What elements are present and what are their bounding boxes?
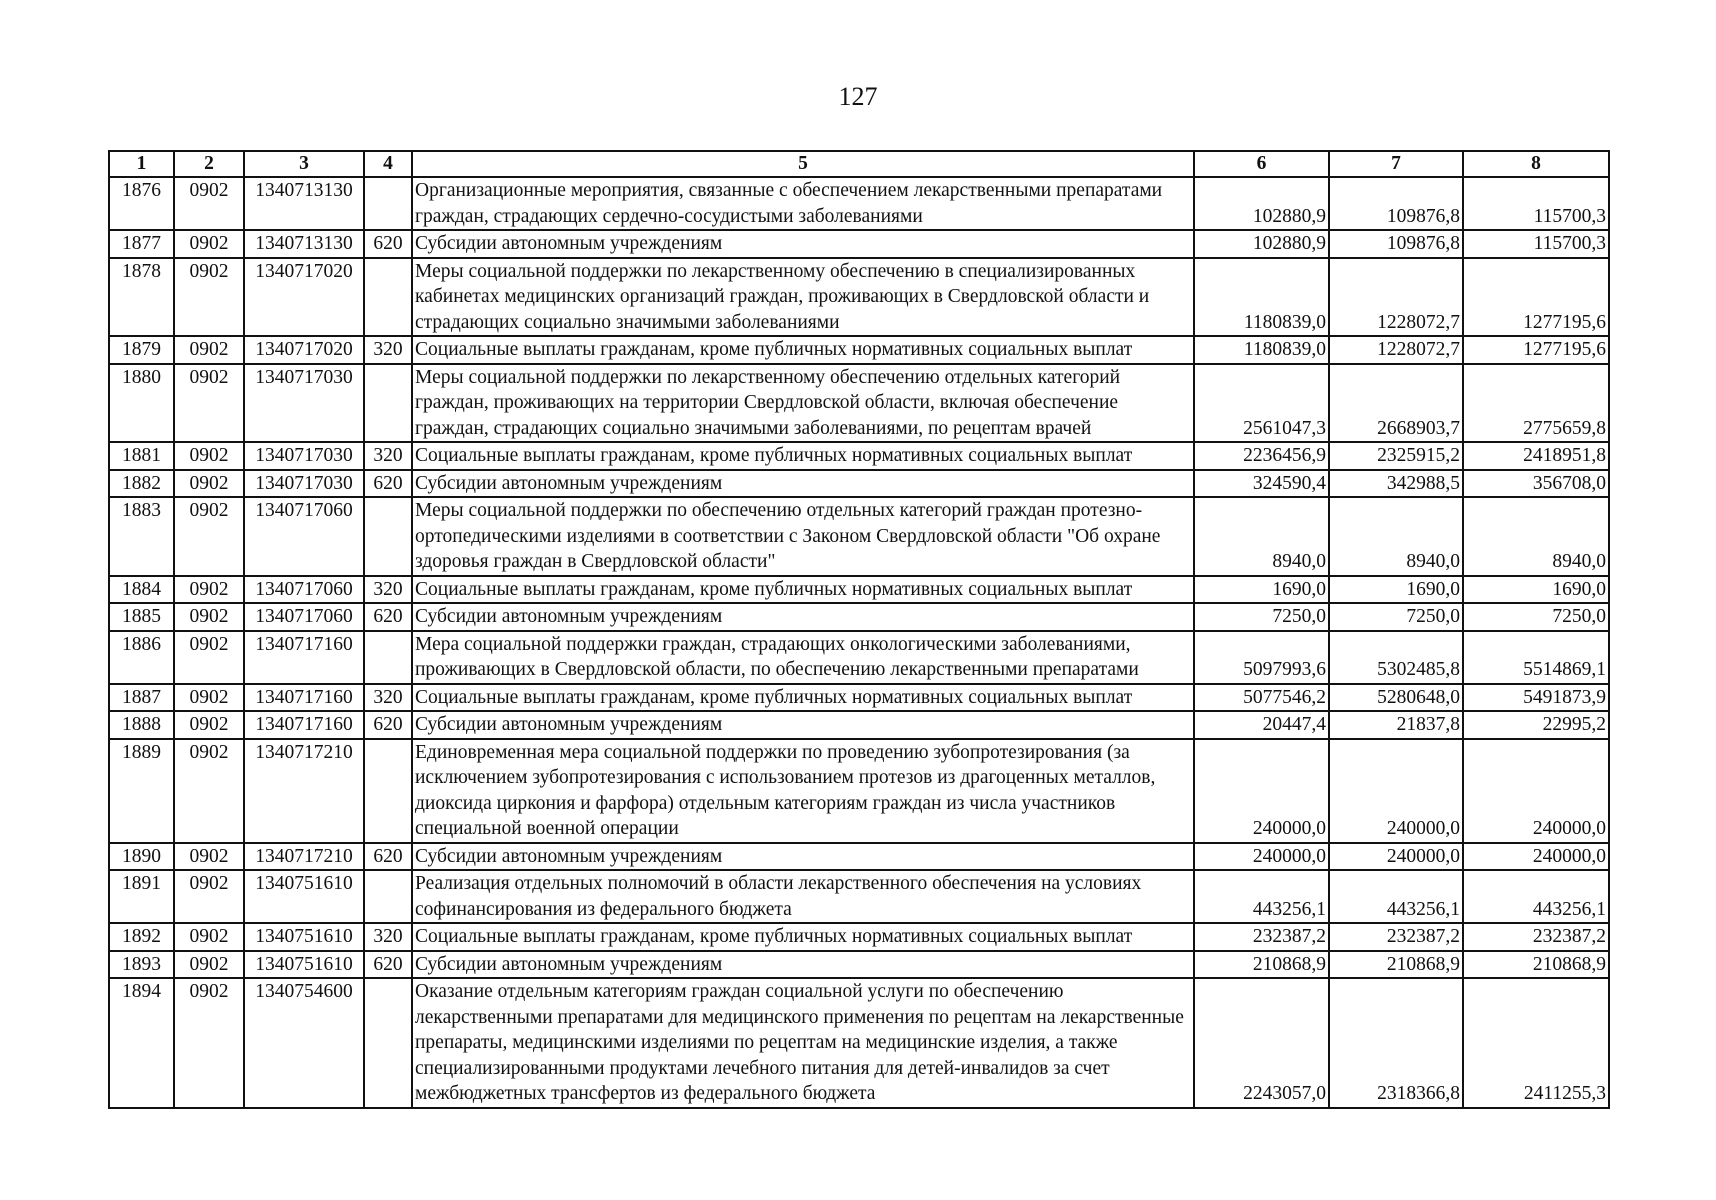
row-number: 1881	[109, 442, 174, 470]
table-row	[109, 336, 1609, 364]
amount-col-8: 443256,1	[1463, 870, 1609, 923]
expense-name: Социальные выплаты гражданам, кроме публичных нормативных социальных выплат	[412, 576, 1194, 604]
section-code: 0902	[174, 258, 244, 337]
target-article-code: 1340717030	[244, 442, 364, 470]
section-code: 0902	[174, 923, 244, 951]
amount-col-7: 1228072,7	[1329, 336, 1463, 364]
amount-col-8: 5491873,9	[1463, 684, 1609, 712]
amount-col-8: 356708,0	[1463, 470, 1609, 498]
row-number: 1893	[109, 951, 174, 979]
expense-type-code: 620	[364, 603, 412, 631]
amount-col-6: 5097993,6	[1194, 631, 1329, 684]
amount-col-8: 2775659,8	[1463, 364, 1609, 443]
expense-name: Организационные мероприятия, связанные с обеспечением лекарственными препаратами граждан, страдающих сердечно-сосудистыми заболеваниями	[412, 177, 1194, 230]
amount-col-8: 210868,9	[1463, 951, 1609, 979]
section-code: 0902	[174, 631, 244, 684]
section-code: 0902	[174, 978, 244, 1108]
amount-col-6: 2561047,3	[1194, 364, 1329, 443]
expense-name: Социальные выплаты гражданам, кроме публичных нормативных социальных выплат	[412, 336, 1194, 364]
expense-type-code	[364, 870, 412, 923]
target-article-code: 1340713130	[244, 230, 364, 258]
expense-type-code	[364, 364, 412, 443]
amount-col-7: 2325915,2	[1329, 442, 1463, 470]
row-number: 1890	[109, 843, 174, 871]
header-col-1: 1	[109, 151, 174, 177]
amount-col-7: 232387,2	[1329, 923, 1463, 951]
amount-col-6: 20447,4	[1194, 711, 1329, 739]
row-number: 1879	[109, 336, 174, 364]
amount-col-7: 5280648,0	[1329, 684, 1463, 712]
amount-col-6: 8940,0	[1194, 497, 1329, 576]
amount-col-7: 240000,0	[1329, 843, 1463, 871]
row-number: 1880	[109, 364, 174, 443]
expense-name: Социальные выплаты гражданам, кроме публичных нормативных социальных выплат	[412, 684, 1194, 712]
expense-name: Субсидии автономным учреждениям	[412, 603, 1194, 631]
amount-col-6: 240000,0	[1194, 843, 1329, 871]
amount-col-6: 1690,0	[1194, 576, 1329, 604]
amount-col-6: 232387,2	[1194, 923, 1329, 951]
section-code: 0902	[174, 442, 244, 470]
expense-type-code	[364, 258, 412, 337]
expense-type-code: 320	[364, 336, 412, 364]
amount-col-8: 232387,2	[1463, 923, 1609, 951]
section-code: 0902	[174, 177, 244, 230]
target-article-code: 1340717160	[244, 684, 364, 712]
table-row	[109, 843, 1609, 871]
amount-col-6: 324590,4	[1194, 470, 1329, 498]
section-code: 0902	[174, 336, 244, 364]
expense-name: Субсидии автономным учреждениям	[412, 470, 1194, 498]
target-article-code: 1340751610	[244, 923, 364, 951]
amount-col-8: 1690,0	[1463, 576, 1609, 604]
section-code: 0902	[174, 230, 244, 258]
target-article-code: 1340717160	[244, 711, 364, 739]
section-code: 0902	[174, 603, 244, 631]
amount-col-6: 1180839,0	[1194, 258, 1329, 337]
expense-name: Мера социальной поддержки граждан, страдающих онкологическими заболеваниями, проживающих в Свердловской области, по обеспечению лекарственными препаратами	[412, 631, 1194, 684]
target-article-code: 1340717020	[244, 258, 364, 337]
table-row	[109, 870, 1609, 923]
target-article-code: 1340713130	[244, 177, 364, 230]
budget-table	[108, 150, 1610, 1109]
amount-col-8: 240000,0	[1463, 843, 1609, 871]
table-row	[109, 576, 1609, 604]
amount-col-7: 21837,8	[1329, 711, 1463, 739]
table-row	[109, 177, 1609, 230]
amount-col-7: 2318366,8	[1329, 978, 1463, 1108]
expense-type-code: 320	[364, 442, 412, 470]
row-number: 1888	[109, 711, 174, 739]
table-row	[109, 739, 1609, 843]
amount-col-7: 443256,1	[1329, 870, 1463, 923]
section-code: 0902	[174, 684, 244, 712]
section-code: 0902	[174, 739, 244, 843]
section-code: 0902	[174, 364, 244, 443]
row-number: 1886	[109, 631, 174, 684]
amount-col-7: 8940,0	[1329, 497, 1463, 576]
amount-col-8: 2418951,8	[1463, 442, 1609, 470]
table-row	[109, 631, 1609, 684]
amount-col-7: 5302485,8	[1329, 631, 1463, 684]
target-article-code: 1340717030	[244, 364, 364, 443]
amount-col-6: 2243057,0	[1194, 978, 1329, 1108]
expense-name: Оказание отдельным категориям граждан социальной услуги по обеспечению лекарственными препаратами для медицинского применения по рецептам на лекарственные препараты, медицинскими изделиями по рецептам на медицинские изделия, а также специализированными продуктами лечебного питания для детей-инвалидов за счет межбюджетных трансфертов из федерального бюджета	[412, 978, 1194, 1108]
table-row	[109, 923, 1609, 951]
expense-name: Субсидии автономным учреждениям	[412, 711, 1194, 739]
amount-col-8: 5514869,1	[1463, 631, 1609, 684]
expense-type-code: 320	[364, 684, 412, 712]
expense-type-code: 620	[364, 951, 412, 979]
expense-type-code	[364, 978, 412, 1108]
expense-name: Социальные выплаты гражданам, кроме публичных нормативных социальных выплат	[412, 923, 1194, 951]
amount-col-7: 2668903,7	[1329, 364, 1463, 443]
amount-col-7: 210868,9	[1329, 951, 1463, 979]
amount-col-7: 7250,0	[1329, 603, 1463, 631]
table-header-row	[109, 151, 1609, 177]
header-col-3: 3	[244, 151, 364, 177]
header-col-2: 2	[174, 151, 244, 177]
amount-col-8: 8940,0	[1463, 497, 1609, 576]
table-row	[109, 230, 1609, 258]
section-code: 0902	[174, 470, 244, 498]
target-article-code: 1340751610	[244, 870, 364, 923]
table-body	[109, 177, 1609, 1108]
amount-col-8: 115700,3	[1463, 230, 1609, 258]
row-number: 1878	[109, 258, 174, 337]
amount-col-6: 7250,0	[1194, 603, 1329, 631]
amount-col-6: 210868,9	[1194, 951, 1329, 979]
table-row	[109, 951, 1609, 979]
row-number: 1882	[109, 470, 174, 498]
row-number: 1891	[109, 870, 174, 923]
amount-col-6: 102880,9	[1194, 230, 1329, 258]
expense-type-code: 620	[364, 230, 412, 258]
target-article-code: 1340717060	[244, 497, 364, 576]
amount-col-7: 1690,0	[1329, 576, 1463, 604]
section-code: 0902	[174, 843, 244, 871]
amount-col-7: 109876,8	[1329, 230, 1463, 258]
amount-col-8: 240000,0	[1463, 739, 1609, 843]
target-article-code: 1340717160	[244, 631, 364, 684]
amount-col-6: 5077546,2	[1194, 684, 1329, 712]
table-row	[109, 603, 1609, 631]
page-number: 127	[838, 82, 878, 111]
header-col-8: 8	[1463, 151, 1609, 177]
table-row	[109, 442, 1609, 470]
row-number: 1885	[109, 603, 174, 631]
expense-type-code: 620	[364, 470, 412, 498]
header-col-4: 4	[364, 151, 412, 177]
expense-type-code: 320	[364, 576, 412, 604]
table-row	[109, 258, 1609, 337]
table-row	[109, 497, 1609, 576]
expense-name: Реализация отдельных полномочий в области лекарственного обеспечения на условиях софинансирования из федерального бюджета	[412, 870, 1194, 923]
amount-col-8: 1277195,6	[1463, 336, 1609, 364]
amount-col-8: 7250,0	[1463, 603, 1609, 631]
expense-name: Субсидии автономным учреждениям	[412, 843, 1194, 871]
target-article-code: 1340717060	[244, 576, 364, 604]
amount-col-8: 2411255,3	[1463, 978, 1609, 1108]
expense-type-code	[364, 177, 412, 230]
row-number: 1887	[109, 684, 174, 712]
row-number: 1876	[109, 177, 174, 230]
amount-col-6: 240000,0	[1194, 739, 1329, 843]
amount-col-8: 1277195,6	[1463, 258, 1609, 337]
section-code: 0902	[174, 870, 244, 923]
target-article-code: 1340751610	[244, 951, 364, 979]
target-article-code: 1340754600	[244, 978, 364, 1108]
target-article-code: 1340717060	[244, 603, 364, 631]
table-row	[109, 684, 1609, 712]
amount-col-7: 342988,5	[1329, 470, 1463, 498]
expense-name: Единовременная мера социальной поддержки по проведению зубопротезирования (за исключением зубопротезирования с использованием протезов из драгоценных металлов, диоксида циркония и фарфора) отдельным категориям граждан из числа участников специальной военной операции	[412, 739, 1194, 843]
expense-name: Меры социальной поддержки по лекарственному обеспечению отдельных категорий граждан, проживающих на территории Свердловской области, включая обеспечение граждан, страдающих социально значимыми заболеваниями, по рецептам врачей	[412, 364, 1194, 443]
row-number: 1889	[109, 739, 174, 843]
expense-type-code	[364, 631, 412, 684]
amount-col-6: 102880,9	[1194, 177, 1329, 230]
section-code: 0902	[174, 711, 244, 739]
row-number: 1883	[109, 497, 174, 576]
expense-type-code	[364, 497, 412, 576]
amount-col-7: 240000,0	[1329, 739, 1463, 843]
table-row	[109, 711, 1609, 739]
target-article-code: 1340717030	[244, 470, 364, 498]
row-number: 1894	[109, 978, 174, 1108]
amount-col-6: 443256,1	[1194, 870, 1329, 923]
row-number: 1892	[109, 923, 174, 951]
table-row	[109, 364, 1609, 443]
amount-col-7: 1228072,7	[1329, 258, 1463, 337]
expense-type-code: 620	[364, 711, 412, 739]
expense-type-code: 620	[364, 843, 412, 871]
header-col-6: 6	[1194, 151, 1329, 177]
row-number: 1884	[109, 576, 174, 604]
expense-type-code: 320	[364, 923, 412, 951]
section-code: 0902	[174, 497, 244, 576]
section-code: 0902	[174, 951, 244, 979]
amount-col-8: 115700,3	[1463, 177, 1609, 230]
target-article-code: 1340717210	[244, 739, 364, 843]
expense-name: Субсидии автономным учреждениям	[412, 230, 1194, 258]
header-col-5: 5	[412, 151, 1194, 177]
table-row	[109, 470, 1609, 498]
expense-name: Социальные выплаты гражданам, кроме публичных нормативных социальных выплат	[412, 442, 1194, 470]
expense-name: Субсидии автономным учреждениям	[412, 951, 1194, 979]
row-number: 1877	[109, 230, 174, 258]
target-article-code: 1340717210	[244, 843, 364, 871]
target-article-code: 1340717020	[244, 336, 364, 364]
expense-type-code	[364, 739, 412, 843]
amount-col-6: 1180839,0	[1194, 336, 1329, 364]
table-row	[109, 978, 1609, 1108]
amount-col-6: 2236456,9	[1194, 442, 1329, 470]
section-code: 0902	[174, 576, 244, 604]
expense-name: Меры социальной поддержки по обеспечению отдельных категорий граждан протезно-ортопедическими изделиями в соответствии с Законом Свердловской области "Об охране здоровья граждан в Свердловской области"	[412, 497, 1194, 576]
amount-col-7: 109876,8	[1329, 177, 1463, 230]
header-col-7: 7	[1329, 151, 1463, 177]
expense-name: Меры социальной поддержки по лекарственному обеспечению в специализированных кабинетах медицинских организаций граждан, проживающих в Свердловской области и страдающих социально значимыми заболеваниями	[412, 258, 1194, 337]
amount-col-8: 22995,2	[1463, 711, 1609, 739]
